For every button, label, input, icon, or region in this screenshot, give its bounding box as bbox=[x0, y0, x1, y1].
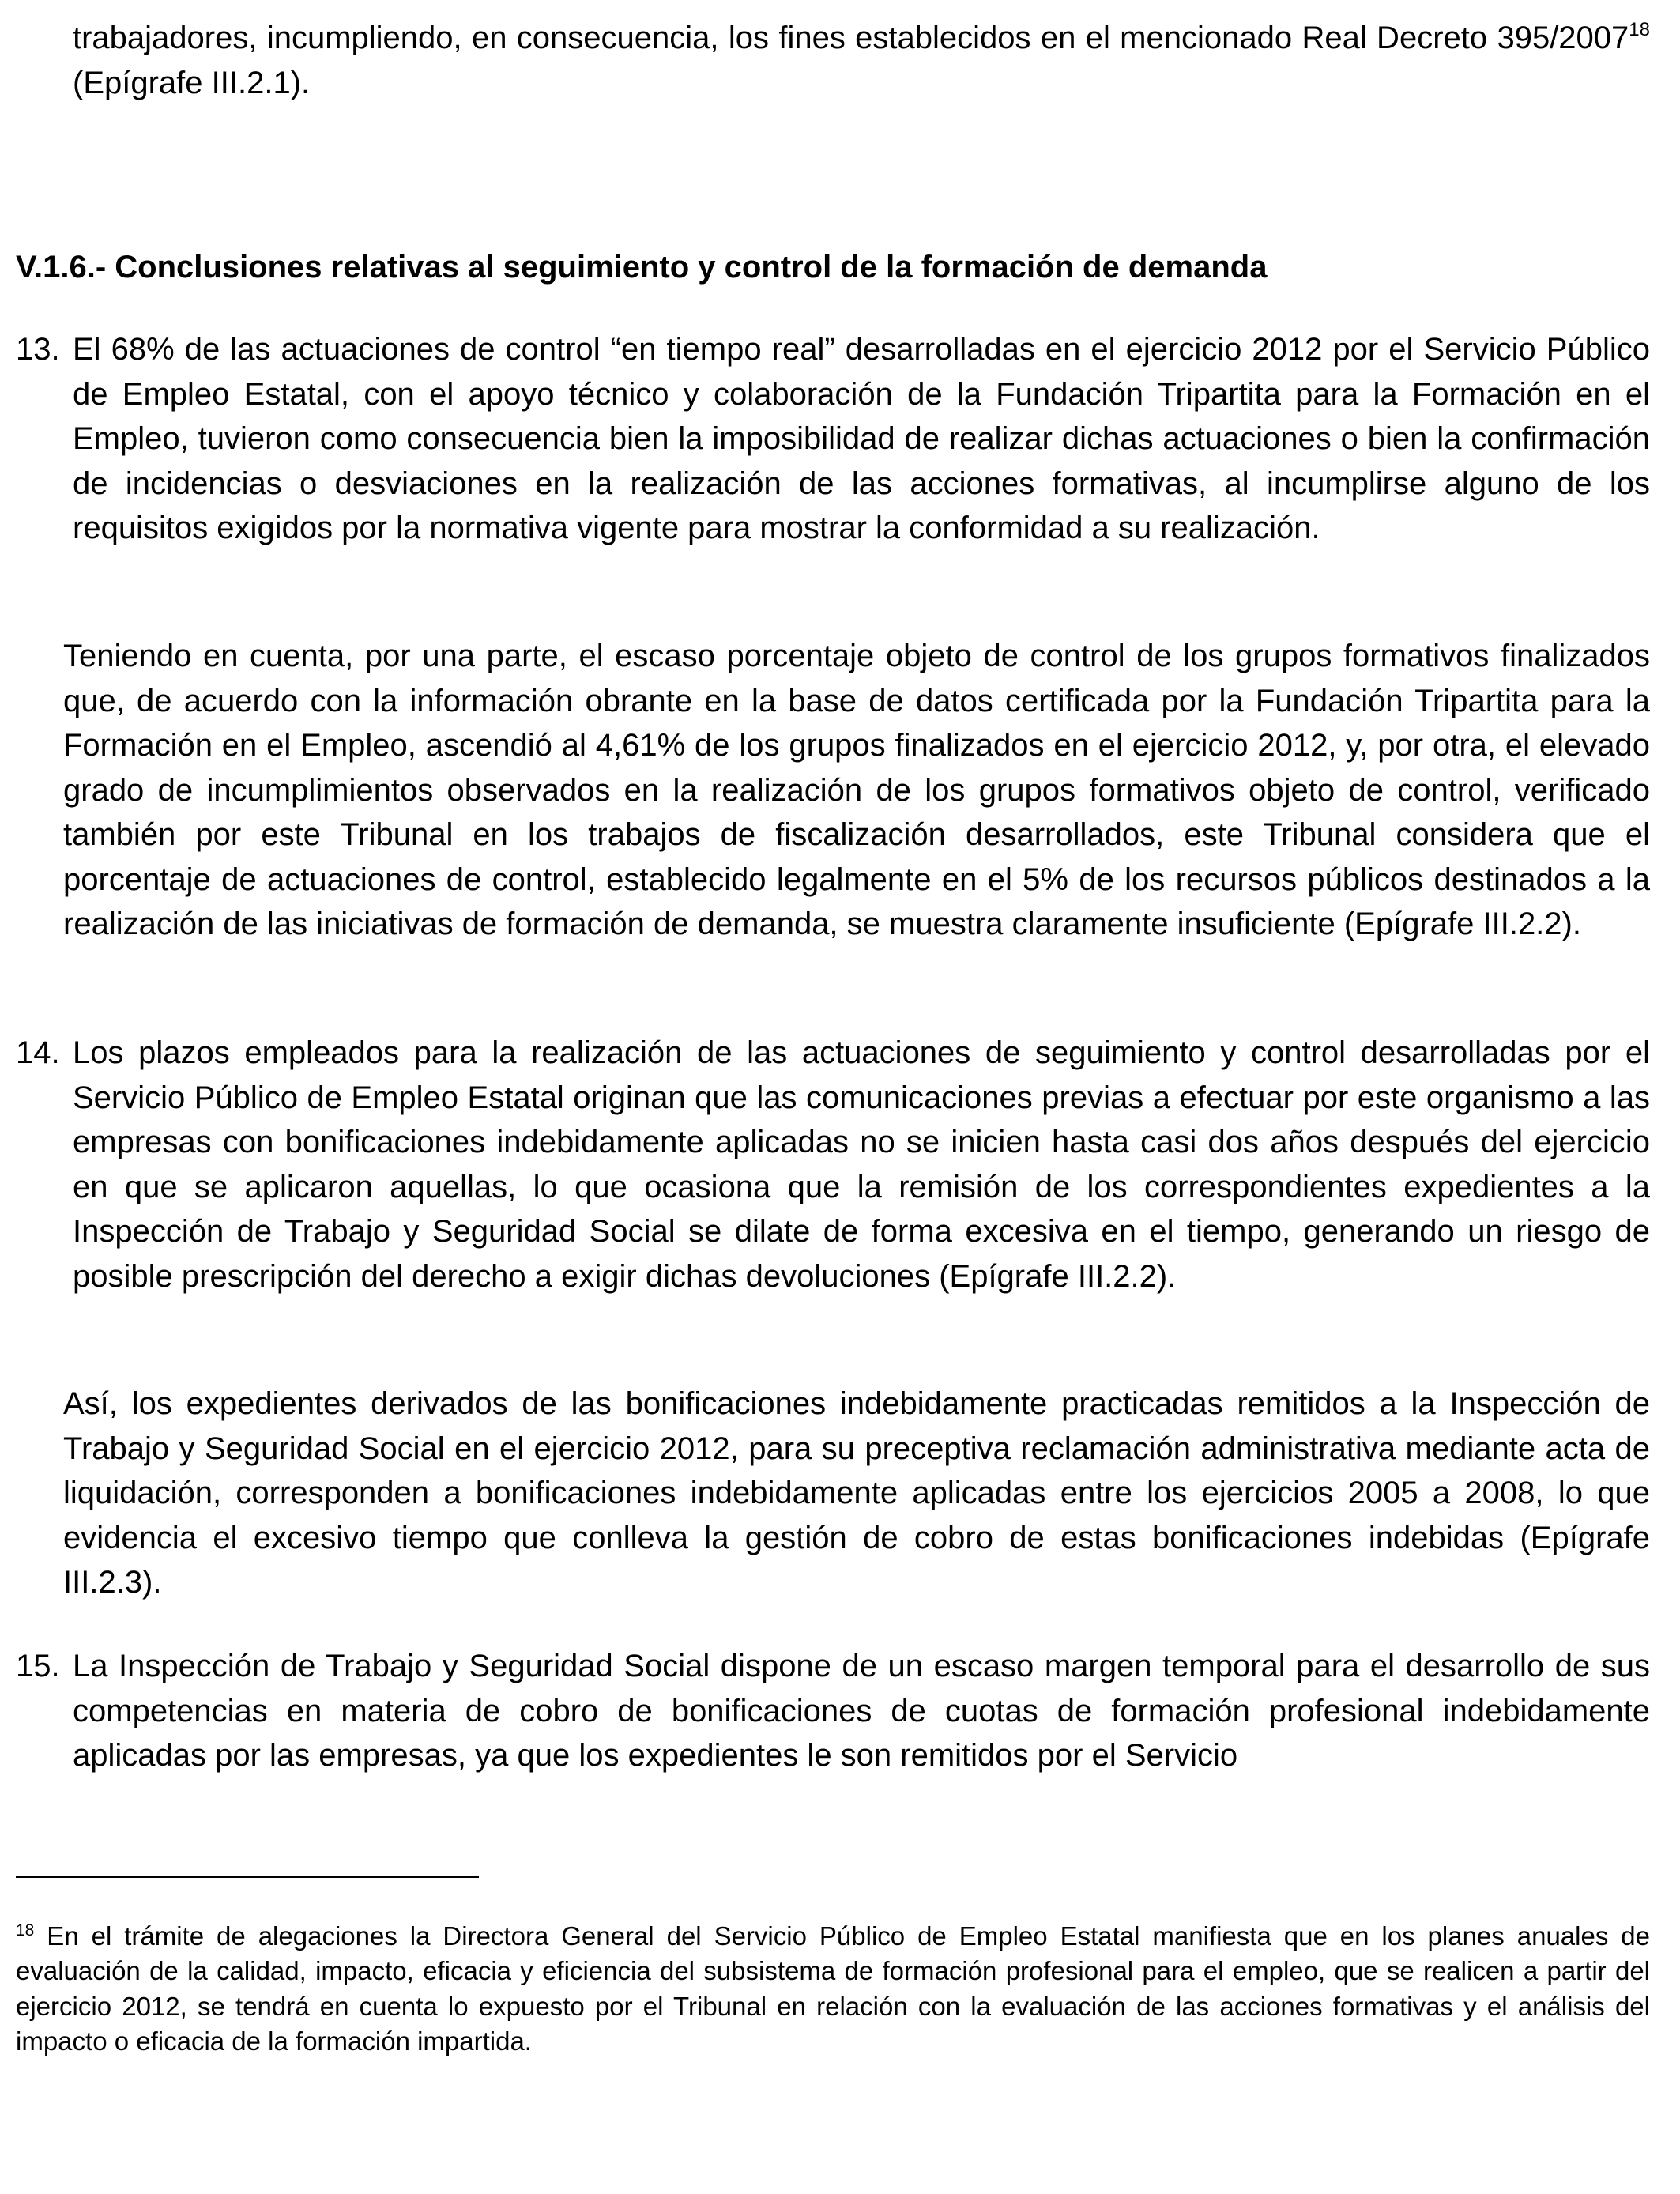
footnote-separator bbox=[16, 1876, 479, 1878]
conclusion-item-14 bbox=[16, 1031, 1650, 1299]
item-13-sub-paragraph: Teniendo en cuenta, por una parte, el escaso porcentaje objeto de control de los grupos formativos finalizados que, de acuerdo con la información obrante en la base de datos certificada por la Fundación Tripartita para la Formación en el Empleo, ascendió al 4,61% de los grupos finalizados en el ejercicio 2012, y, por otra, el elevado grado de incumplimientos observados en la realización de los grupos formativos objeto de control, verificado también por este Tribunal en los trabajos de fiscalización desarrollados, este Tribunal considera que el porcentaje de actuaciones de control, establecido legalmente en el 5% de los recursos públicos destinados a la realización de las iniciativas de formación de demanda, se muestra claramente insuficiente (Epígrafe III.2.2). bbox=[63, 639, 1650, 941]
conclusion-item-13 bbox=[16, 327, 1650, 551]
footnote-text: En el trámite de alegaciones la Directora General del Servicio Público de Empleo Estatal manifiesta que en los planes anuales de evaluación de la calidad, impacto, eficacia y eficiencia del subsistema de formación profesional para el empleo, que se realicen a partir del ejercicio 2012, se tendrá en cuenta lo expuesto por el Tribunal en relación con la evaluación de las acciones formativas y el análisis del impacto o eficacia de la formación impartida. bbox=[16, 1921, 1650, 2056]
continuation-text-end: (Epígrafe III.2.1). bbox=[73, 65, 311, 100]
section-heading: V.1.6.- Conclusiones relativas al seguimiento y control de la formación de demanda bbox=[16, 250, 1268, 285]
footnote-reference[interactable]: 18 bbox=[1629, 19, 1650, 40]
item-number: 15. bbox=[16, 1649, 60, 1683]
item-14-sub-paragraph: Así, los expedientes derivados de las bonificaciones indebidamente practicadas remitidos a la Inspección de Trabajo y Seguridad Social en el ejercicio 2012, para su preceptiva reclamación administrativa mediante acta de liquidación, corresponden a bonificaciones indebidamente aplicadas entre los ejercicios 2005 a 2008, lo que evidencia el excesivo tiempo que conlleva la gestión de cobro de estas bonificaciones indebidas (Epígrafe III.2.3). bbox=[63, 1386, 1650, 1600]
item-text: El 68% de las actuaciones de control “en tiempo real” desarrolladas en el ejercicio 2012 por el Servicio Público de Empleo Estatal, con el apoyo técnico y colaboración de la Fundación Tripartita para la Formación en el Empleo, tuvieron como consecuencia bien la imposibilidad de realizar dichas actuaciones o bien la confirmación de incidencias o desviaciones en la realización de las acciones formativas, al incumplirse alguno de los requisitos exigidos por la normativa vigente para mostrar la conformidad a su realización. bbox=[73, 332, 1650, 545]
item-number: 13. bbox=[16, 332, 60, 367]
item-text: La Inspección de Trabajo y Seguridad Social dispone de un escaso margen temporal para el desarrollo de sus competencias en materia de cobro de bonificaciones de cuotas de formación profesional indebidamente aplicadas por las empresas, ya que los expedientes le son remitidos por el Servicio bbox=[73, 1649, 1650, 1773]
item-number: 14. bbox=[16, 1035, 60, 1070]
continuation-paragraph bbox=[73, 16, 1650, 105]
footnote bbox=[16, 1919, 1650, 2059]
footnote-number: 18 bbox=[16, 1921, 35, 1940]
item-text: Los plazos empleados para la realización de las actuaciones de seguimiento y control desarrolladas por el Servicio Público de Empleo Estatal originan que las comunicaciones previas a efectuar por este organismo a las empresas con bonificaciones indebidamente aplicadas no se inicien hasta casi dos años después del ejercicio en que se aplicaron aquellas, lo que ocasiona que la remisión de los correspondientes expedientes a la Inspección de Trabajo y Seguridad Social se dilate de forma excesiva en el tiempo, generando un riesgo de posible prescripción del derecho a exigir dichas devoluciones (Epígrafe III.2.2). bbox=[73, 1035, 1650, 1294]
conclusion-item-15 bbox=[16, 1644, 1650, 1778]
continuation-text: trabajadores, incumpliendo, en consecuencia, los fines establecidos en el mencionado Real Decreto 395/2007 bbox=[73, 21, 1629, 55]
